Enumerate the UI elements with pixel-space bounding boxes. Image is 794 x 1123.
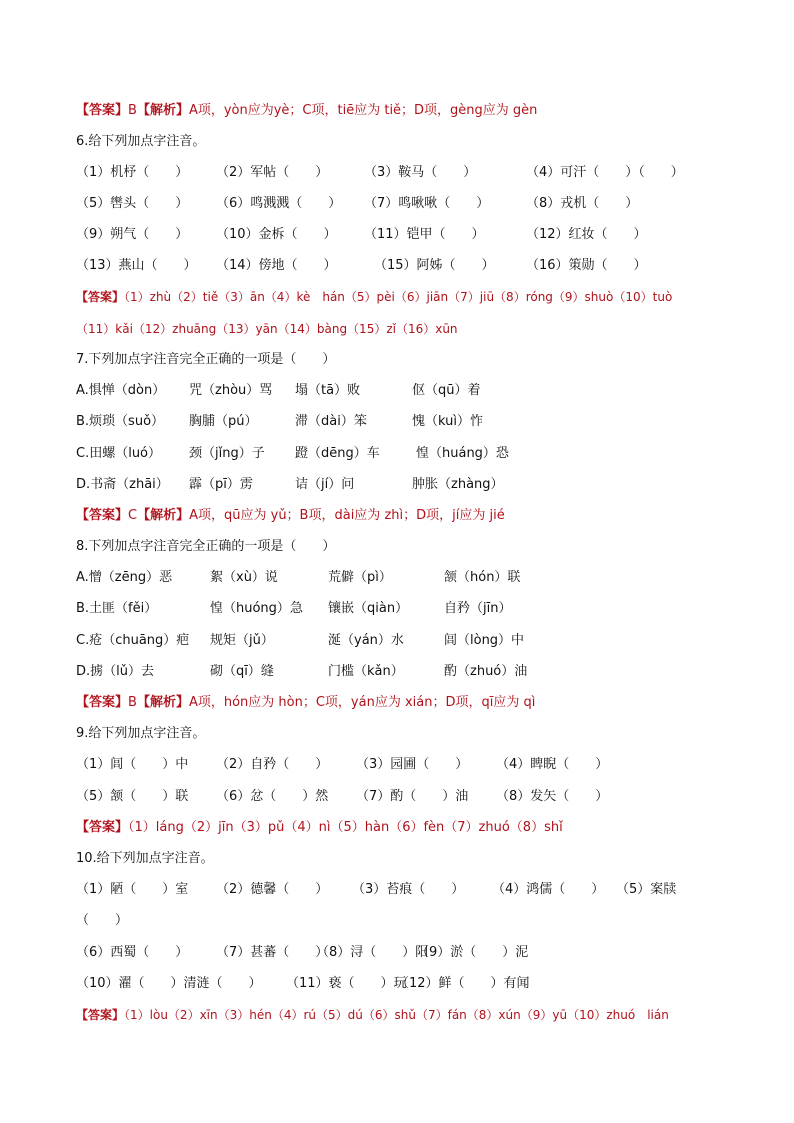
question-10-row-wrap: （ ）	[76, 913, 129, 928]
question-7-option-b: B.烦琐（suǒ） 胸脯（pú） 滞（dài）笨 愧（kuì）怍	[76, 414, 483, 429]
question-8-title: 8.下列加点字注音完全正确的一项是（ ）	[76, 539, 336, 554]
question-10-row: （10）濯（ ）清涟（ ） （11）亵（ ）玩（12）鲜（ ）有闻	[76, 976, 530, 991]
question-6-title: 6.给下列加点字注音。	[76, 134, 206, 149]
question-9-row: （5）颔（ ）联 （6）忿（ ）然 （7）酌（ ）油 （8）发矢（ ）	[76, 789, 609, 804]
question-9-title: 9.给下列加点字注音。	[76, 726, 206, 741]
question-10-row: （6）西蜀（ ） （7）甚蕃（ ）（8）浔（ ）阳（9）淤（ ）泥	[76, 945, 529, 960]
question-8-option-a: A.憎（zēng）恶 絮（xù）说 荒僻（pì） 颔（hón）联	[76, 570, 521, 585]
question-6-row: （9）朔气（ ） （10）金柝（ ） （11）铠甲（ ） （12）红妆（ ）	[76, 227, 647, 242]
question-8-option-c: C.疮（chuāng）疤 规矩（jǔ） 涎（yán）水 闾（lòng）中	[76, 633, 525, 648]
answer-9: 【答案】（1）láng（2）jīn（3）pǔ（4）nì（5）hàn（6）fèn（7）zhuó（8）shǐ	[76, 820, 563, 835]
question-6-row: （5）辔头（ ） （6）鸣溅溅（ ） （7）鸣啾啾（ ） （8）戎机（ ）	[76, 196, 639, 211]
answer-8: 【答案】B【解析】A项，hón应为 hòn；C项，yán应为 xián；D项，qī应为 qì	[76, 695, 536, 710]
question-7-title: 7.下列加点字注音完全正确的一项是（ ）	[76, 352, 336, 367]
question-6-row: （13）燕山（ ） （14）傍地（ ） （15）阿姊（ ） （16）策勋（ ）	[76, 258, 647, 273]
question-7-option-d: D.书斋（zhāi） 霹（pī）雳 诘（jí）问 肿胀（zhàng）	[76, 477, 504, 492]
question-10-row: （1）陋（ ）室 （2）德馨（ ） （3）苔痕（ ） （4）鸿儒（ ） （5）案牍	[76, 882, 677, 897]
question-8-option-d: D.掳（lǔ）去 砌（qī）缝 门槛（kǎn） 酌（zhuó）油	[76, 664, 528, 679]
question-7-option-c: C.田螺（luó） 颈（jǐng）子 蹬（dēng）车 惶（huáng）恐	[76, 446, 509, 461]
answer-7: 【答案】C【解析】A项，qū应为 yǔ；B项，dài应为 zhì；D项，jí应为 jié	[76, 508, 505, 523]
question-10-title: 10.给下列加点字注音。	[76, 851, 214, 866]
question-6-row: （1）机杼（ ） （2）军帖（ ） （3）鞍马（ ） （4）可汗（ ）（ ）	[76, 165, 684, 180]
question-8-option-b: B.土匪（fěi） 惶（huóng）急 镶嵌（qiàn） 自矜（jīn）	[76, 601, 512, 616]
answer-10: 【答案】（1）lòu（2）xīn（3）hén（4）rú（5）dú（6）shǔ（7）fán（8）xún（9）yū（10）zhuó lián	[76, 1008, 669, 1022]
question-9-row: （1）闾（ ）中 （2）自矜（ ） （3）园圃（ ） （4）睥睨（ ）	[76, 757, 609, 772]
answer-6-line2: （11）kǎi（12）zhuāng（13）yān（14）bàng（15）zǐ（16）xūn	[76, 322, 458, 336]
answer-6-line1: 【答案】（1）zhù（2）tiě（3）ān（4）kè hán（5）pèi（6）jiān（7）jiū（8）róng（9）shuò（10）tuò	[76, 290, 673, 304]
answer-5: 【答案】B【解析】A项，yòn应为yè；C项，tiē应为 tiě；D项，gèng应为 gèn	[76, 103, 538, 118]
question-7-option-a: A.惧惮（dòn） 咒（zhòu）骂 塌（tā）败 伛（qū）着	[76, 383, 481, 398]
